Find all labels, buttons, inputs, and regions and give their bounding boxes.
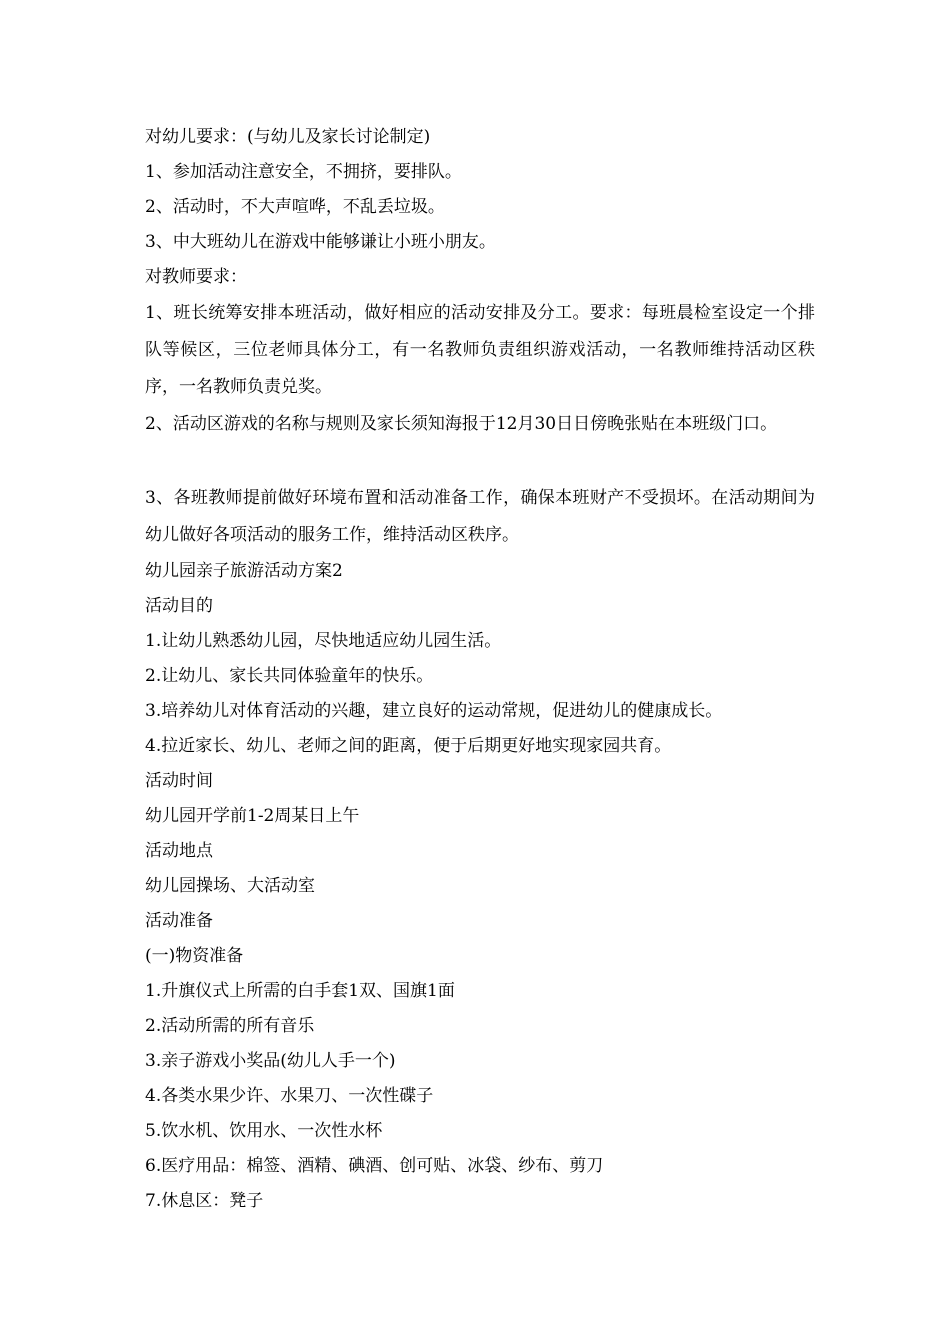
section-heading-preparation: 活动准备 <box>145 911 213 931</box>
paragraph: 2、活动区游戏的名称与规则及家长须知海报于12月30日日傍晚张贴在本班级门口。 <box>145 414 778 434</box>
paragraph: 3、各班教师提前做好环境布置和活动准备工作，确保本班财产不受损坏。在活动期间为幼儿做好各项活动的服务工作，维持活动区秩序。 <box>145 488 815 545</box>
list-item: 1.升旗仪式上所需的白手套1双、国旗1面 <box>145 981 455 1001</box>
document-title: 幼儿园亲子旅游活动方案2 <box>145 561 343 581</box>
list-item: 3.亲子游戏小奖品(幼儿人手一个) <box>145 1051 396 1071</box>
paragraph: 3、中大班幼儿在游戏中能够谦让小班小朋友。 <box>145 232 496 252</box>
list-item: 5.饮水机、饮用水、一次性水杯 <box>145 1121 383 1141</box>
document-page <box>145 120 815 1219</box>
paragraph: 1、班长统筹安排本班活动，做好相应的活动安排及分工。要求：每班晨检室设定一个排队等候区，三位老师具体分工，有一名教师负责组织游戏活动，一名教师维持活动区秩序，一名教师负责兑奖。 <box>145 303 815 397</box>
section-heading-teacher-rules: 对教师要求： <box>145 267 247 287</box>
list-item: 7.休息区：凳子 <box>145 1191 264 1211</box>
list-item: 1.让幼儿熟悉幼儿园，尽快地适应幼儿园生活。 <box>145 631 502 651</box>
list-item: 2.活动所需的所有音乐 <box>145 1016 315 1036</box>
section-heading-purpose: 活动目的 <box>145 596 213 616</box>
list-item: 4.拉近家长、幼儿、老师之间的距离，便于后期更好地实现家园共育。 <box>145 736 672 756</box>
list-item: 3.培养幼儿对体育活动的兴趣，建立良好的运动常规，促进幼儿的健康成长。 <box>145 701 723 721</box>
section-heading-location: 活动地点 <box>145 841 213 861</box>
section-heading-child-rules: 对幼儿要求：(与幼儿及家长讨论制定) <box>145 127 431 147</box>
section-heading-time: 活动时间 <box>145 771 213 791</box>
list-item: 4.各类水果少许、水果刀、一次性碟子 <box>145 1086 434 1106</box>
list-item: 2.让幼儿、家长共同体验童年的快乐。 <box>145 666 434 686</box>
paragraph: 幼儿园开学前1-2周某日上午 <box>145 806 360 826</box>
paragraph: 幼儿园操场、大活动室 <box>145 876 315 896</box>
paragraph: 1、参加活动注意安全，不拥挤，要排队。 <box>145 162 462 182</box>
paragraph: 2、活动时，不大声喧哗，不乱丢垃圾。 <box>145 197 445 217</box>
list-item: 6.医疗用品：棉签、酒精、碘酒、创可贴、冰袋、纱布、剪刀 <box>145 1156 604 1176</box>
subsection-heading: (一)物资准备 <box>145 946 244 966</box>
